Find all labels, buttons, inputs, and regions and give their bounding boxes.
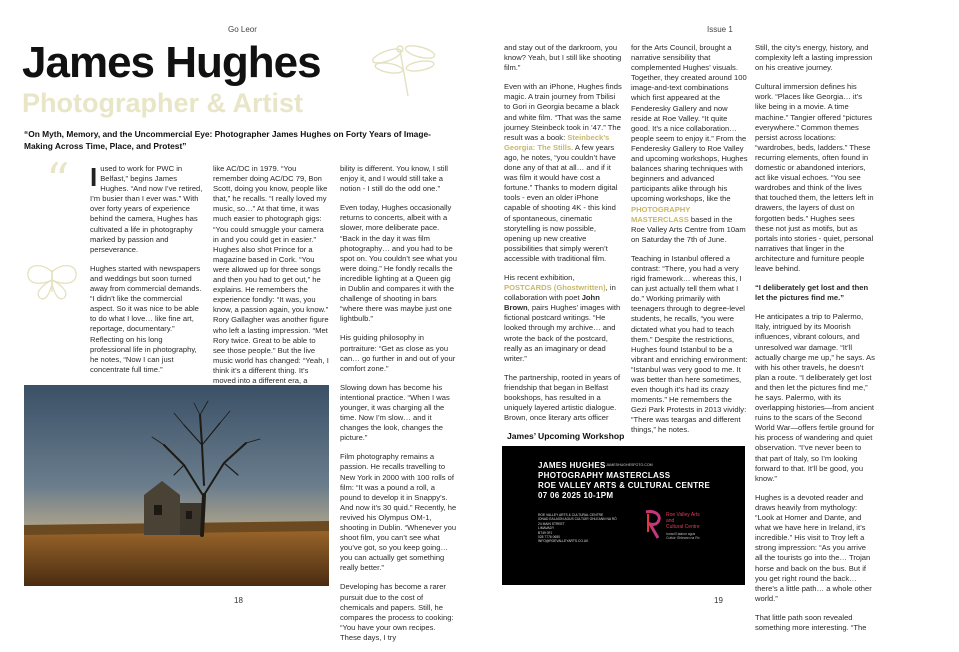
poster-address: ROE VALLEY ARTS & CULTURAL CENTRE IONAD EALAÍON AGUS CULTÚIR GHLEANN NA RÓ 24 MAIN STREET LIMAVADY BT49 0FJ 028 7776 0650 INFO@ROEVALLEYARTS.CO.UK [538, 513, 617, 544]
article-subtitle: Photographer & Artist [22, 88, 304, 118]
paragraph: and stay out of the darkroom, you know? Yeah, but I still like shooting film.” [504, 43, 622, 73]
page-number-left: 18 [234, 596, 243, 605]
paragraph: bility is different. You know, I still enjoy it, and I would still take a notion - I still do the odd one.” [340, 164, 448, 194]
paragraph: His recent exhibition, POSTCARDS (Ghostwritten), in collaboration with poet John Brown, pairs Hughes’ images with fictional postcard writings. “He looked through my archive… and wrote the back of the postcard, really as an imaginary or dead writer.” [504, 272, 621, 363]
magazine-name: Go Leor [228, 25, 257, 34]
paragraph: Even today, Hughes occasionally returns to concerts, albeit with a slower, more deliberate pace. “Back in the day it was film photography… and you had to be spot on. You couldn’t see what you were doing.” He fondly recalls the incredible lighting at a Queen gig in Dublin and compares it with the challenge of shooting in bars “where there was maybe just one lightbulb.” [340, 203, 457, 324]
paragraph: Teaching in Istanbul offered a contrast: “There, you had a very rigid framework… whereas this, I can just actually tell them what I do.” Working primarily with teenagers through to degree-level students, he recalls, “you were dictated what you had to teach them.” Despite the restrictions, Hughes found Istanbul to be a vibrant and enriching environment: “Istanbul was very good to me. It was better than here sometimes, even though it’s had its crazy moments.” He remembers the Gezi Park Protests in 2013 vividly: “There was teargas and different things,” he notes. [631, 253, 748, 435]
poster-name: JAMES HUGHES [538, 461, 606, 470]
paragraph: Hughes is a devoted reader and draws heavily from mythology: “Look at Homer and Dante, and what we have here in Ireland, it’s incredible.” His visit to Troy left a strong impression: “As you arrive all the tourists go into the… Trojan horse and back on the bus. But if you get right round the back… there’s a little path… a whole other world.” [755, 492, 872, 603]
paragraph: Hughes started with newspapers and weddings but soon turned away from commercial demands. “I didn’t like the commercial aspect. So it was nice to be able to do what I love… like fine art, reportage, documentary.” Reflecting on his long professional life in photography, he notes, “Now I can just concentrate full time.” [90, 263, 202, 374]
paragraph: for the Arts Council, brought a narrative sensibility that complemented Hughes’ visuals. Together, they created around 100 image-and-text combinations which first appeared at the Fenderesky Gallery and now reside at Roe Valley. “It quite good. It’s a nice collaboration… people seem to enjoy it.” From the Fenderesky Gallery to Roe Valley and upcoming workshops, Hughes balances sharing techniques with beginners and advanced participants alike through his upcoming workshops, like the PHOTOGRAPHY MASTERCLASS based in the Roe Valley Arts Centre from 10am on Saturday the 7th of June. [631, 43, 748, 244]
paragraph: Developing has become a rarer pursuit due to the cost of chemicals and papers. Still, he compares the process to cooking: “You have your own recipes. These days, I try [340, 582, 454, 642]
article-column-6 [755, 43, 875, 642]
dragonfly-icon [370, 42, 440, 104]
paragraph: His guiding philosophy in portraiture: “Get as close as you can… go further in and out of your comfort zone.” [340, 333, 456, 373]
article-column-4 [504, 43, 622, 432]
paragraph: That little path soon revealed something more interesting. “The [755, 612, 867, 632]
poster-website: JAMESHUGHESFOTO.COM [606, 463, 653, 467]
landscape-photo [24, 385, 329, 586]
paragraph: The partnership, rooted in years of friendship that began in Belfast bookshops, has resulted in a uniquely layered artistic dialogue. Brown, once literary arts officer [504, 372, 621, 423]
logo-text: Roe Valley Arts and Cultural Centre [666, 512, 700, 530]
paragraph: used to work for PWC in Belfast,” begins James Hughes. “And now I’ve retired, I’m busier than I ever was.” With over forty years of experience behind the camera, Hughes has cultivated a life in photography marked by passion and perseverance. [90, 164, 203, 254]
issue-number: Issue 1 [707, 25, 733, 34]
article-column-2 [213, 164, 329, 405]
poster-line-1: PHOTOGRAPHY MASTERCLASS [538, 471, 671, 480]
workshop-heading: James’ Upcoming Workshop [507, 431, 625, 441]
logo-subtext: Ionad Ealaíon agus Cultúir Ghleann na Ró [666, 532, 700, 541]
paragraph: He anticipates a trip to Palermo, Italy, intrigued by its Moorish influences, vibrant colours, and unresolved war damage. “It’ll actually charge me up,” he says. As with his other travels, he doesn’t plan a route. “I deliberately get lost and then let the pictures find me,” he says. Palermo, with its overlapping histories—from ancient ruins to the scars of the Second World War—offers fertile ground for his process of wandering and quiet observation. “I’ve never been to that part of Italy, so I’m looking forward to that. It’ll be good, you know.” [755, 312, 875, 483]
article-column-3 [340, 164, 458, 652]
masterclass-highlight: PHOTOGRAPHY MASTERCLASS [631, 204, 691, 224]
paragraph: Still, the city’s energy, history, and complexity left a lasting impression on his creative journey. [755, 43, 873, 73]
paragraph: Cultural immersion defines his work. “Places like Georgia… it’s like being in a movie. A time machine.” Tangier offered “pictures everywhere.” Common themes persist across locations: “wardrobes, beds, ladders.” These recurring elements, often found in domestic or abandoned interiors, act like visual echoes. “You see wardrobes and think of the lives that touched them, the letters left in drawers, the layers of dust on forgotten beds.” Hughes sees these not just as motifs, but as portals into stories - quiet, personal narratives that linger in the architecture and furniture people leave behind. [755, 82, 874, 273]
poet-name: John Brown [504, 293, 600, 313]
article-title: James Hughes [22, 38, 321, 87]
drop-cap: I [90, 162, 98, 192]
article-column-5 [631, 43, 748, 445]
paragraph: Even with an iPhone, Hughes finds magic. A train journey from Tbilisi to Gori in Georgia became a black and white film. “That was the same journey Steinbeck took in ’47.” The result was a book: Steinbeck’s Georgia: The Stills. A few years ago, he notes, “you couldn’t have done any of that at all… and if it was film it would have cost a fortune.” Thanks to modern digital tools - even an older iPhone capable of shooting 4K - this kind of spontaneous, cinematic storytelling is now possible, opening up new creative possibilities that simply weren’t accessible with traditional film. [504, 82, 622, 263]
butterfly-icon [24, 262, 80, 302]
article-kicker: “On Myth, Memory, and the Uncommercial Eye: Photographer James Hughes on Forty Years of Image-Making Across Time, Place, and Protest” [24, 129, 431, 151]
workshop-poster [502, 446, 745, 585]
exhibition-highlight: POSTCARDS (Ghostwritten) [504, 283, 606, 293]
book-title-highlight: Steinbeck’s Georgia: The Stills. [504, 132, 610, 152]
pull-quote: “I deliberately get lost and then let the pictures find me.” [755, 283, 869, 303]
roe-valley-logo-icon [642, 510, 664, 540]
poster-line-2: ROE VALLEY ARTS & CULTURAL CENTRE [538, 481, 711, 490]
poster-line-3: 07 06 2025 10-1PM [538, 491, 614, 500]
paragraph: Film photography remains a passion. He recalls travelling to New York in 2000 with 100 rolls of film: “It was a pound a roll, a pound to develop it in Snappy’s. And now it’s 30 quid.” Recently, he revived his Olympus OM-1, shooting in Dublin. “Whenever you shoot film, you can’t see what you’ve got, so you keep going… you can actually get something really better.” [340, 452, 457, 573]
paragraph: like AC/DC in 1979. “You remember doing AC/DC 79, Bon Scott, doing you know, people like that,” he recalls. “I really loved my music, so…” At that time, it was much easier to photograph gigs: “You could smuggle your camera in and you could get in easier.” Hughes also shot Prince for a magazine based in Cork. “You were allowed up for three songs and then you had to get out,” he explains. He remembers the experience fondly: “It was, you know, a passion again, you know.” Rory Gallagher was another figure who left a lasting impression. “Met Rory twice. Great to be able to see those people.” But the live music world has changed: “Yeah, I think it’s a different thing. It’s moved into a different era, a [213, 164, 329, 385]
quote-mark-icon: “ [46, 153, 70, 207]
page-number-right: 19 [714, 596, 723, 605]
paragraph: Slowing down has become his intentional practice. “When I was younger, it was charging all the time. Now I’m slow… and it changes the look, changes the picture.” [340, 382, 450, 443]
